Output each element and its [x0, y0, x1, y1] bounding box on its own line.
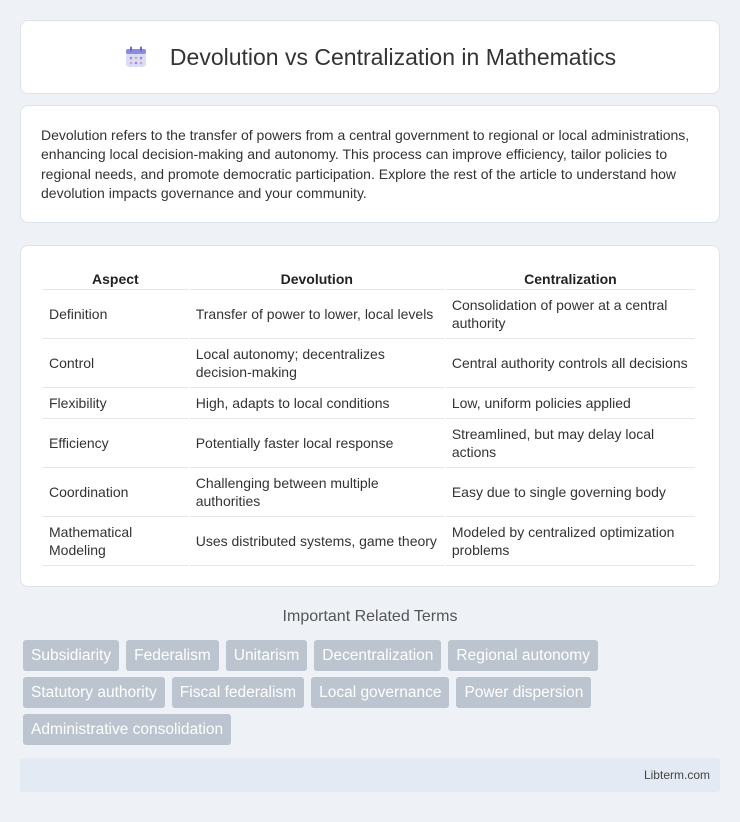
- table-cell: Challenging between multiple authorities: [190, 468, 444, 517]
- table-row: [43, 388, 695, 419]
- table-cell: Local autonomy; decentralizes decision-making: [190, 339, 444, 388]
- column-header-devolution: Devolution: [190, 266, 444, 290]
- table-cell: Coordination: [43, 468, 188, 517]
- table-row: [43, 339, 695, 388]
- table-cell: Control: [43, 339, 188, 388]
- table-row: [43, 468, 695, 517]
- related-terms-list: [23, 640, 723, 751]
- tag-subsidiarity[interactable]: Subsidiarity: [23, 640, 119, 671]
- table-cell: Uses distributed systems, game theory: [190, 517, 444, 566]
- related-terms-title: Important Related Terms: [282, 608, 458, 625]
- intro-text: Devolution refers to the transfer of powers from a central government to regional or local administrations, enhancing local decision-making and autonomy. This process can improve efficiency, tailor policies to regional needs, and promote democratic participation. Explore the rest of the article to understand how devolution impacts governance and your community.: [41, 127, 690, 201]
- column-header-aspect: Aspect: [43, 266, 188, 290]
- tag-administrative-consolidation[interactable]: Administrative consolidation: [23, 714, 231, 745]
- tag-local-governance[interactable]: Local governance: [311, 677, 449, 708]
- table-cell: Central authority controls all decisions: [446, 339, 695, 388]
- table-cell: Modeled by centralized optimization problems: [446, 517, 695, 566]
- header-card: [20, 20, 720, 94]
- calendar-icon: [124, 45, 148, 69]
- table-cell: High, adapts to local conditions: [190, 388, 444, 419]
- tag-unitarism[interactable]: Unitarism: [226, 640, 307, 671]
- table-cell: Consolidation of power at a central authority: [446, 290, 695, 339]
- tag-power-dispersion[interactable]: Power dispersion: [456, 677, 591, 708]
- comparison-table-card: [20, 245, 720, 587]
- footer-brand-link[interactable]: Libterm.com: [643, 768, 710, 782]
- intro-card: [20, 105, 720, 223]
- table-cell: Efficiency: [43, 419, 188, 468]
- tag-regional-autonomy[interactable]: Regional autonomy: [448, 640, 598, 671]
- tag-decentralization[interactable]: Decentralization: [314, 640, 441, 671]
- table-cell: Potentially faster local response: [190, 419, 444, 468]
- table-cell: Streamlined, but may delay local actions: [446, 419, 695, 468]
- table-row: [43, 419, 695, 468]
- table-header-row: [43, 266, 695, 290]
- tag-federalism[interactable]: Federalism: [126, 640, 219, 671]
- table-cell: Easy due to single governing body: [446, 468, 695, 517]
- comparison-table: [41, 266, 697, 566]
- table-cell: Flexibility: [43, 388, 188, 419]
- footer: [20, 758, 720, 792]
- tag-fiscal-federalism[interactable]: Fiscal federalism: [172, 677, 304, 708]
- table-cell: Low, uniform policies applied: [446, 388, 695, 419]
- table-cell: Transfer of power to lower, local levels: [190, 290, 444, 339]
- table-cell: Mathematical Modeling: [43, 517, 188, 566]
- table-row: [43, 517, 695, 566]
- table-row: [43, 290, 695, 339]
- page-title: Devolution vs Centralization in Mathematics: [169, 43, 617, 70]
- column-header-centralization: Centralization: [446, 266, 695, 290]
- tag-statutory-authority[interactable]: Statutory authority: [23, 677, 165, 708]
- table-cell: Definition: [43, 290, 188, 339]
